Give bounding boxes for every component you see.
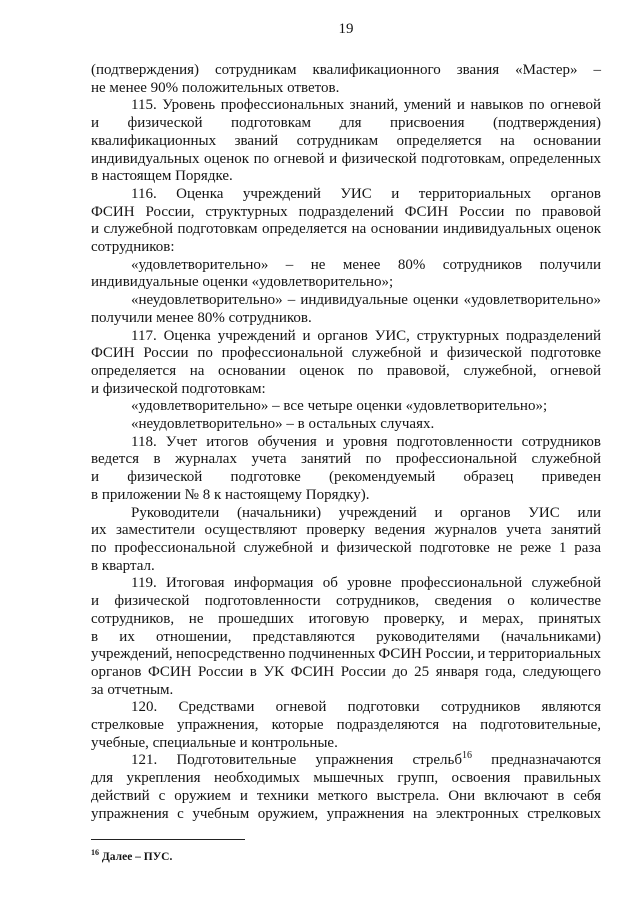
body-text <box>91 62 601 823</box>
text-line: за отчетным. <box>91 681 174 698</box>
text-line: упражнения с учебным оружием, упражнения на электронных стрелковых <box>91 805 601 822</box>
paragraph <box>91 257 601 292</box>
text-line: учреждений, непосредственно подчиненных ФСИН России, и территориальных <box>91 646 601 663</box>
text-line: стрелковые упражнения, которые подразделяются на подготовительные, <box>91 717 601 734</box>
text-line: Руководители (начальники) учреждений и органов УИС или <box>131 504 601 521</box>
text-line: ведется в журналах учета занятий по профессиональной служебной <box>91 451 601 468</box>
paragraph <box>91 186 601 257</box>
paragraph <box>91 292 601 327</box>
text-line: ФСИН России, структурных подразделений ФСИН России по правовой <box>91 203 601 220</box>
text-line: учебные, специальные и контрольные. <box>91 734 338 751</box>
text-line: индивидуальные оценки «удовлетворительно»; <box>91 274 394 291</box>
text-line: не менее 90% положительных ответов. <box>91 79 340 96</box>
footnote-reference: 16 <box>461 750 472 762</box>
text-line: «удовлетворительно» – не менее 80% сотрудников получили <box>131 256 601 273</box>
paragraph <box>91 398 601 416</box>
paragraph <box>91 97 601 186</box>
text-line: 118. Учет итогов обучения и уровня подготовленности сотрудников <box>131 433 601 450</box>
text-line: и физической подготовкам для присвоения (подтверждения) <box>91 115 601 132</box>
text-line <box>91 752 601 770</box>
text-line: определяется на основании оценок по правовой, служебной, огневой <box>91 362 601 379</box>
text-line: квалификационных званий сотрудникам определяется на основании <box>91 132 601 149</box>
text-line: 119. Итоговая информация об уровне профессиональной служебной <box>131 575 601 592</box>
text-line: в их отношении, представляются руководителями (начальниками) <box>91 628 601 645</box>
paragraph <box>91 699 601 752</box>
text-segment: 121. Подготовительные упражнения стрельб <box>131 752 462 769</box>
text-line: в приложении № 8 к настоящему Порядку). <box>91 486 370 503</box>
text-line: сотрудников, не прошедших итоговую проверку, и мерах, принятых <box>91 610 601 627</box>
text-line: в настоящем Порядке. <box>91 168 233 185</box>
text-line: «удовлетворительно» – все четыре оценки «удовлетворительно»; <box>131 398 548 415</box>
text-line: 117. Оценка учреждений и органов УИС, структурных подразделений <box>131 327 601 344</box>
text-line: сотрудников: <box>91 239 175 256</box>
text-line: и служебной подготовкам определяется на основании индивидуальных оценок <box>91 221 601 238</box>
text-line: их заместители осуществляют проверку ведения журналов учета занятий <box>91 522 601 539</box>
text-line: 115. Уровень профессиональных знаний, умений и навыков по огневой <box>131 97 601 114</box>
paragraph <box>91 328 601 399</box>
footnote-separator <box>91 839 245 840</box>
text-line: по профессиональной служебной и физической подготовке не реже 1 раза <box>91 539 601 556</box>
paragraph <box>91 62 601 97</box>
text-line: для укрепления необходимых мышечных групп, освоения правильных <box>91 770 601 787</box>
text-line: в квартал. <box>91 557 155 574</box>
text-line: органов ФСИН России в УК ФСИН России до 25 января года, следующего <box>91 663 601 680</box>
paragraph <box>91 434 601 505</box>
page-number: 19 <box>338 21 354 37</box>
paragraph <box>91 416 601 434</box>
footnote-mark: 16 <box>91 848 99 858</box>
text-line: «неудовлетворительно» – в остальных случаях. <box>131 416 435 433</box>
text-line: и физической подготовкам: <box>91 380 266 397</box>
footnote-text: Далее – ПУС. <box>101 851 173 863</box>
text-line: и физической подготовке (рекомендуемый образец приведен <box>91 469 601 486</box>
text-line: «неудовлетворительно» – индивидуальные оценки «удовлетворительно» <box>131 292 601 309</box>
text-line: и физической подготовленности сотрудников, сведения о количестве <box>91 593 601 610</box>
paragraph <box>91 505 601 576</box>
text-line: индивидуальных оценок по огневой и физической подготовкам, определенных <box>91 150 601 167</box>
text-line: 116. Оценка учреждений УИС и территориальных органов <box>131 185 601 202</box>
footnote <box>91 850 601 865</box>
paragraph <box>91 575 601 699</box>
text-segment: предназначаются <box>471 752 601 769</box>
text-line: действий с оружием и техники меткого выстрела. Они включают в себя <box>91 787 601 804</box>
text-line: ФСИН России по профессиональной служебной и физической подготовке <box>91 345 601 362</box>
paragraph <box>91 752 601 823</box>
text-line: (подтверждения) сотрудникам квалификационного звания «Мастер» – <box>91 62 601 78</box>
text-line: 120. Средствами огневой подготовки сотрудников являются <box>131 699 601 716</box>
text-line: получили менее 80% сотрудников. <box>91 309 312 326</box>
